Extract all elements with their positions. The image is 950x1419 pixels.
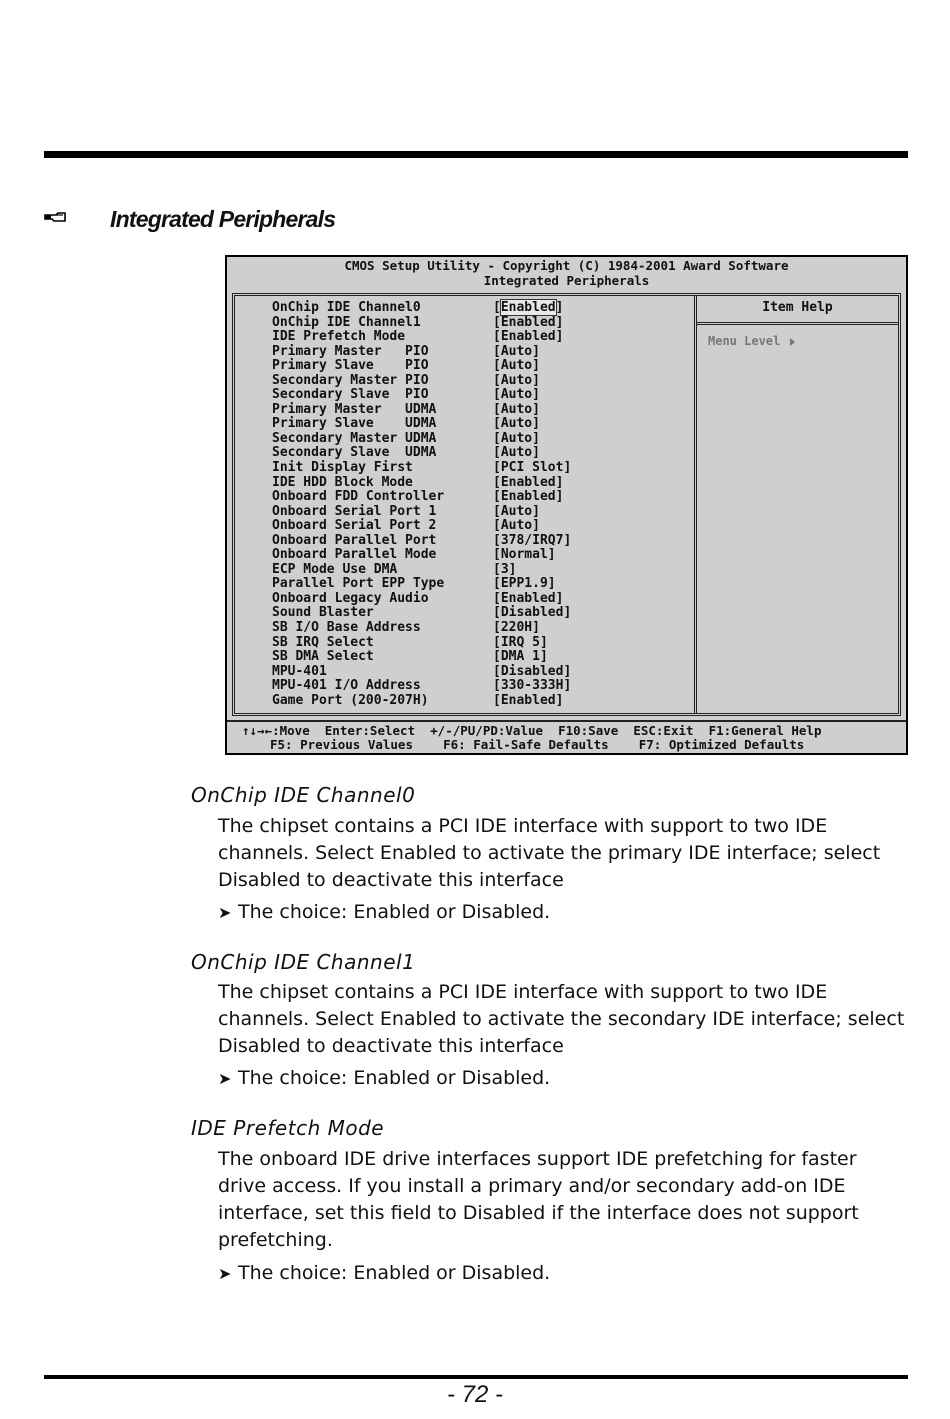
bios-setting-label: MPU-401 I/O Address xyxy=(272,678,421,694)
bios-divider xyxy=(694,296,697,713)
bios-setting-label: Onboard Parallel Port xyxy=(272,532,437,548)
bios-setting-row[interactable] xyxy=(272,694,692,709)
entry-description: The chipset contains a PCI IDE interface with support to two IDE channels. Select Enabled to activate the secondary IDE interface; select Disabled to deactivate this interface xyxy=(218,981,905,1057)
bios-setting-row[interactable] xyxy=(272,577,692,592)
bios-setting-label: Primary Slave PIO xyxy=(272,358,429,374)
bios-setting-row[interactable] xyxy=(272,345,692,360)
bios-title xyxy=(227,258,906,288)
bios-setting-row[interactable] xyxy=(272,490,692,505)
bios-setting-row[interactable] xyxy=(272,461,692,476)
bullet-arrow-icon: ➤ xyxy=(218,1069,232,1088)
bios-setting-value[interactable]: [378/IRQ7] xyxy=(493,532,572,548)
bios-setting-row[interactable] xyxy=(272,548,692,563)
bios-screenshot xyxy=(225,255,908,755)
bios-setting-label: Secondary Master UDMA xyxy=(272,430,437,446)
bios-setting-value[interactable]: [EPP1.9] xyxy=(493,576,556,592)
bios-setting-row[interactable] xyxy=(272,432,692,447)
entry-choice xyxy=(218,1067,550,1089)
bios-setting-row[interactable] xyxy=(272,316,692,331)
bios-setting-label: Primary Slave UDMA xyxy=(272,416,437,432)
bios-setting-label: MPU-401 xyxy=(272,663,327,679)
bios-setting-value[interactable]: [Enabled] xyxy=(493,489,564,505)
bios-setting-value[interactable]: [Normal] xyxy=(493,547,556,563)
bios-setting-value[interactable]: [Auto] xyxy=(493,358,540,374)
bios-setting-label: ECP Mode Use DMA xyxy=(272,561,398,577)
bios-setting-value[interactable]: [Enabled] xyxy=(493,300,564,315)
bios-footer xyxy=(227,720,906,754)
bios-setting-value[interactable]: [Auto] xyxy=(493,445,540,461)
bios-setting-value[interactable]: [Enabled] xyxy=(493,314,564,330)
bios-setting-row[interactable] xyxy=(272,679,692,694)
bios-setting-label: Sound Blaster xyxy=(272,605,374,621)
bios-setting-value[interactable]: [Auto] xyxy=(493,343,540,359)
bios-setting-label: OnChip IDE Channel0 xyxy=(272,300,421,315)
bios-setting-value[interactable]: [Enabled] xyxy=(493,329,564,345)
bios-setting-row[interactable] xyxy=(272,476,692,491)
bios-footer-line2: F5: Previous Values F6: Fail-Safe Defaults F7: Optimized Defaults xyxy=(270,737,805,752)
bios-setting-label: Onboard FDD Controller xyxy=(272,489,445,505)
bios-setting-label: SB I/O Base Address xyxy=(272,620,421,636)
bios-setting-value[interactable]: [Enabled] xyxy=(493,692,564,708)
bios-setting-value[interactable]: [Disabled] xyxy=(493,605,572,621)
bios-setting-value[interactable]: [3] xyxy=(493,561,517,577)
menu-level xyxy=(708,334,795,348)
top-rule xyxy=(44,151,908,158)
bios-setting-value[interactable]: [PCI Slot] xyxy=(493,460,572,476)
bios-setting-row[interactable] xyxy=(272,519,692,534)
bios-setting-row[interactable] xyxy=(272,563,692,578)
bios-setting-value[interactable]: [DMA 1] xyxy=(493,649,548,665)
pointing-hand-icon xyxy=(44,210,66,229)
bios-setting-row[interactable] xyxy=(272,592,692,607)
bios-setting-label: Onboard Legacy Audio xyxy=(272,590,429,606)
bios-setting-label: Secondary Slave UDMA xyxy=(272,445,437,461)
bios-setting-label: SB IRQ Select xyxy=(272,634,374,650)
entry-description: The chipset contains a PCI IDE interface with support to two IDE channels. Select Enabled to activate the primary IDE interface; select Disabled to deactivate this interface xyxy=(218,815,881,891)
bullet-arrow-icon: ➤ xyxy=(218,903,232,922)
entry-choice-text: The choice: Enabled or Disabled. xyxy=(238,1067,551,1089)
bios-setting-row[interactable] xyxy=(272,301,692,316)
bios-setting-row[interactable] xyxy=(272,417,692,432)
bios-setting-label: Onboard Serial Port 2 xyxy=(272,518,437,534)
bios-setting-value[interactable]: [Disabled] xyxy=(493,663,572,679)
bios-footer-line1: ↑↓→←:Move Enter:Select +/-/PU/PD:Value F10:Save ESC:Exit F1:General Help xyxy=(242,723,822,738)
bios-setting-label: Primary Master UDMA xyxy=(272,401,437,417)
entry-choice-text: The choice: Enabled or Disabled. xyxy=(238,901,551,923)
bios-setting-value[interactable]: [IRQ 5] xyxy=(493,634,548,650)
bios-setting-label: OnChip IDE Channel1 xyxy=(272,314,421,330)
bios-setting-value[interactable]: [Auto] xyxy=(493,503,540,519)
bios-setting-value[interactable]: [Auto] xyxy=(493,430,540,446)
bios-setting-row[interactable] xyxy=(272,446,692,461)
bullet-arrow-icon: ➤ xyxy=(218,1264,232,1283)
bottom-rule xyxy=(44,1375,908,1379)
menu-level-label: Menu Level xyxy=(708,334,781,348)
bios-setting-label: Secondary Slave PIO xyxy=(272,387,429,403)
bios-item-list xyxy=(272,301,692,708)
bios-setting-row[interactable] xyxy=(272,359,692,374)
bios-setting-row[interactable] xyxy=(272,621,692,636)
bios-setting-row[interactable] xyxy=(272,330,692,345)
bios-setting-row[interactable] xyxy=(272,534,692,549)
bios-setting-label: Primary Master PIO xyxy=(272,343,429,359)
bios-setting-value[interactable]: [Enabled] xyxy=(493,474,564,490)
bios-setting-row[interactable] xyxy=(272,606,692,621)
section-title: Integrated Peripherals xyxy=(110,206,336,232)
bios-setting-value[interactable]: [Auto] xyxy=(493,401,540,417)
bios-setting-label: IDE Prefetch Mode xyxy=(272,329,406,345)
bios-setting-row[interactable] xyxy=(272,403,692,418)
bios-setting-row[interactable] xyxy=(272,505,692,520)
bios-title-line1: CMOS Setup Utility - Copyright (C) 1984-2001 Award Software xyxy=(344,258,789,273)
bios-setting-value[interactable]: [Auto] xyxy=(493,518,540,534)
bios-setting-label: Onboard Parallel Mode xyxy=(272,547,437,563)
bios-setting-value[interactable]: [330-333H] xyxy=(493,678,572,694)
bios-setting-label: SB DMA Select xyxy=(272,649,374,665)
bios-setting-label: IDE HDD Block Mode xyxy=(272,474,413,490)
bios-setting-value[interactable]: [220H] xyxy=(493,620,540,636)
entry-choice-text: The choice: Enabled or Disabled. xyxy=(238,1262,551,1284)
bios-setting-row[interactable] xyxy=(272,665,692,680)
entry-choice xyxy=(218,901,550,923)
entry-description: The onboard IDE drive interfaces support IDE prefetching for faster drive access. If you install a primary and/or secondary add-on IDE interface, set this field to Disabled if the interface does not support prefetching. xyxy=(218,1148,859,1251)
entry-title: IDE Prefetch Mode xyxy=(191,1116,385,1140)
item-help-header: Item Help xyxy=(697,296,898,325)
entry-title: OnChip IDE Channel1 xyxy=(191,950,416,974)
bios-setting-value[interactable]: [Auto] xyxy=(493,372,540,388)
page-number: - 72 - xyxy=(446,1381,503,1408)
entry-title: OnChip IDE Channel0 xyxy=(191,783,416,807)
bios-setting-row[interactable] xyxy=(272,374,692,389)
bios-setting-label: Onboard Serial Port 1 xyxy=(272,503,437,519)
bios-setting-row[interactable] xyxy=(272,636,692,651)
bios-setting-value[interactable]: [Enabled] xyxy=(493,590,564,606)
bios-setting-value[interactable]: [Auto] xyxy=(493,416,540,432)
bios-setting-row[interactable] xyxy=(272,388,692,403)
bios-setting-value[interactable]: [Auto] xyxy=(493,387,540,403)
bios-setting-label: Secondary Master PIO xyxy=(272,372,429,388)
bios-title-line2: Integrated Peripherals xyxy=(483,273,650,288)
bios-setting-row[interactable] xyxy=(272,650,692,665)
entry-choice xyxy=(218,1262,550,1284)
arrow-right-icon xyxy=(790,338,795,346)
bios-panel xyxy=(232,293,901,716)
bios-setting-label: Init Display First xyxy=(272,460,413,476)
bios-setting-label: Parallel Port EPP Type xyxy=(272,576,445,592)
bios-setting-label: Game Port (200-207H) xyxy=(272,692,429,708)
